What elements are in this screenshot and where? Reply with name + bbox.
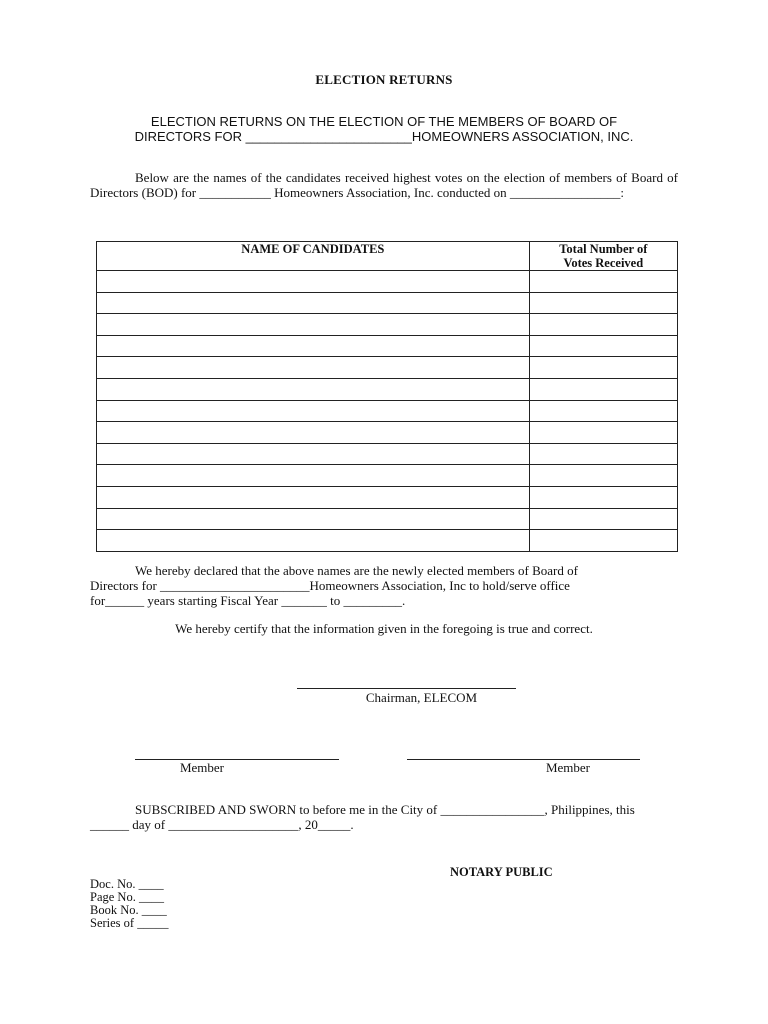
votes-cell[interactable] xyxy=(529,335,677,357)
candidate-name-cell[interactable] xyxy=(97,486,530,508)
table-row xyxy=(97,443,678,465)
sworn-paragraph xyxy=(90,802,678,832)
declaration-paragraph xyxy=(90,563,678,608)
candidate-name-cell[interactable] xyxy=(97,314,530,336)
member-label-left: Member xyxy=(179,760,225,775)
member-label-right: Member xyxy=(545,760,591,775)
votes-cell[interactable] xyxy=(529,486,677,508)
table-row xyxy=(97,292,678,314)
candidate-name-cell[interactable] xyxy=(97,400,530,422)
votes-cell[interactable] xyxy=(529,422,677,444)
document-title: ELECTION RETURNS xyxy=(315,72,453,87)
candidates-table xyxy=(96,241,678,552)
declaration-line-3: for______ years starting Fiscal Year _______ to _________. xyxy=(90,593,406,608)
candidate-name-cell[interactable] xyxy=(97,530,530,552)
table-row xyxy=(97,465,678,487)
chairman-label: Chairman, ELECOM xyxy=(365,690,478,705)
candidate-name-cell[interactable] xyxy=(97,422,530,444)
table-row xyxy=(97,400,678,422)
votes-cell[interactable] xyxy=(529,465,677,487)
sworn-line-2: ______ day of ____________________, 20_____. xyxy=(90,817,354,832)
declaration-line-1: We hereby declared that the above names are the newly elected members of Board of xyxy=(135,563,578,578)
series-of: Series of _____ xyxy=(90,916,169,930)
candidate-name-cell[interactable] xyxy=(97,508,530,530)
intro-paragraph: Below are the names of the candidates received highest votes on the election of members of Board of Directors (BOD) for ___________ Homeowners Association, Inc. conducted on _________________: xyxy=(90,170,678,200)
table-row xyxy=(97,335,678,357)
votes-cell[interactable] xyxy=(529,508,677,530)
votes-cell[interactable] xyxy=(529,292,677,314)
table-row xyxy=(97,508,678,530)
votes-cell[interactable] xyxy=(529,443,677,465)
book-no: Book No. ____ xyxy=(90,903,167,917)
doc-no: Doc. No. ____ xyxy=(90,877,164,891)
header-name-of-candidates: NAME OF CANDIDATES xyxy=(97,242,530,271)
table-row xyxy=(97,271,678,293)
table-row xyxy=(97,530,678,552)
table-row xyxy=(97,422,678,444)
subtitle-line-1: ELECTION RETURNS ON THE ELECTION OF THE MEMBERS OF BOARD OF xyxy=(150,114,618,129)
votes-cell[interactable] xyxy=(529,314,677,336)
candidate-name-cell[interactable] xyxy=(97,443,530,465)
document-info-block xyxy=(90,878,168,930)
candidate-name-cell[interactable] xyxy=(97,335,530,357)
candidate-name-cell[interactable] xyxy=(97,271,530,293)
chairman-signature-line[interactable] xyxy=(297,688,516,689)
votes-cell[interactable] xyxy=(529,357,677,379)
candidate-name-cell[interactable] xyxy=(97,378,530,400)
candidate-name-cell[interactable] xyxy=(97,292,530,314)
table-row xyxy=(97,378,678,400)
declaration-line-2: Directors for _______________________Homeowners Association, Inc to hold/serve office xyxy=(90,578,570,593)
header-total-votes xyxy=(529,242,677,271)
header-votes-line-2: Votes Received xyxy=(563,256,644,270)
candidate-name-cell[interactable] xyxy=(97,357,530,379)
table-row xyxy=(97,357,678,379)
votes-cell[interactable] xyxy=(529,378,677,400)
header-votes-line-1: Total Number of xyxy=(559,242,648,256)
table-row xyxy=(97,486,678,508)
certification-statement: We hereby certify that the information given in the foregoing is true and correct. xyxy=(175,621,593,636)
table-header-row xyxy=(97,242,678,271)
table-row xyxy=(97,314,678,336)
votes-cell[interactable] xyxy=(529,400,677,422)
document-subtitle xyxy=(90,114,678,144)
page-no: Page No. ____ xyxy=(90,890,164,904)
sworn-line-1: SUBSCRIBED AND SWORN to before me in the City of ________________, Philippines, this xyxy=(135,802,635,817)
votes-cell[interactable] xyxy=(529,271,677,293)
notary-public-label: NOTARY PUBLIC xyxy=(450,865,553,879)
votes-cell[interactable] xyxy=(529,530,677,552)
subtitle-line-2: DIRECTORS FOR _______________________HOMEOWNERS ASSOCIATION, INC. xyxy=(134,129,634,144)
candidate-name-cell[interactable] xyxy=(97,465,530,487)
